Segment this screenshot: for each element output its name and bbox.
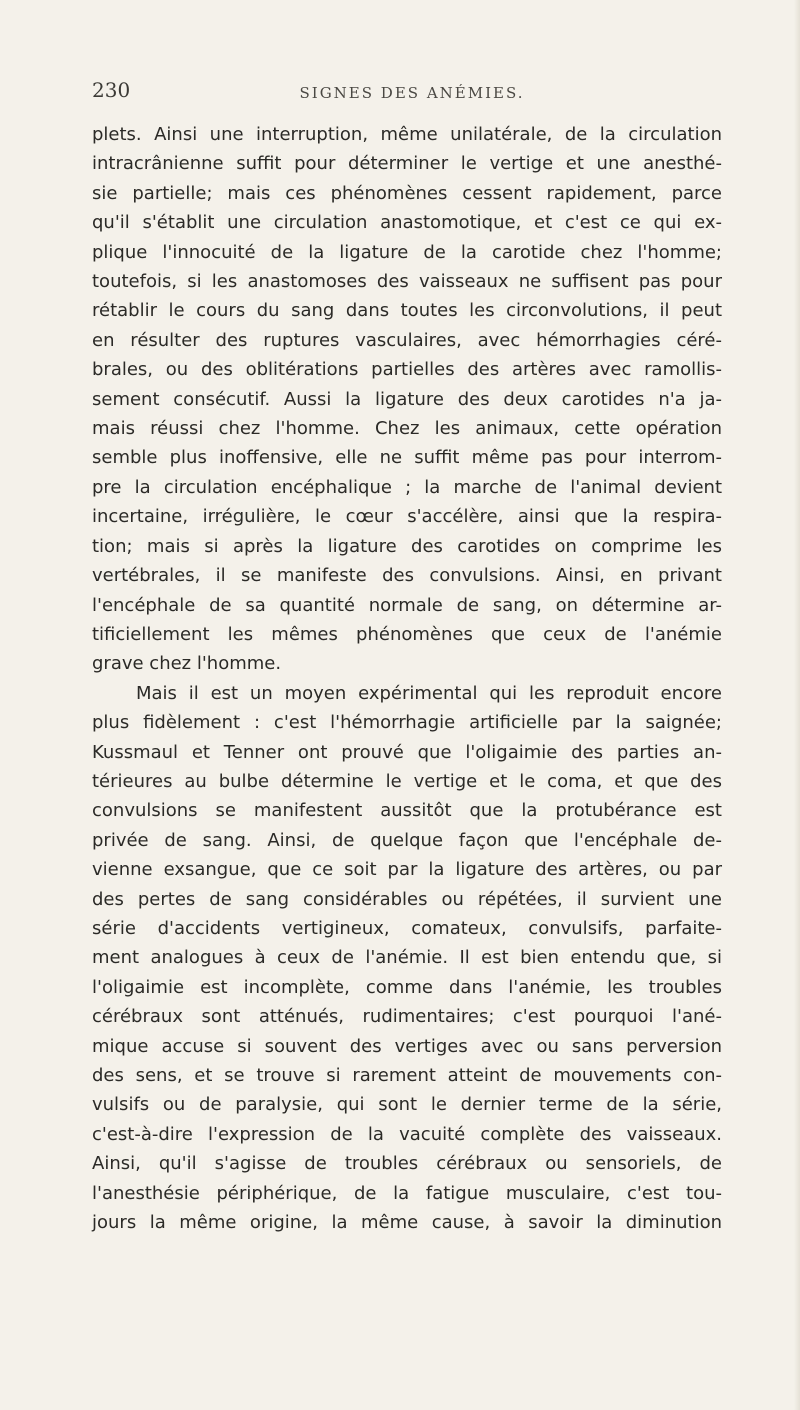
text-line: des pertes de sang considérables ou répétées, il survient une (92, 888, 722, 910)
text-line: c'est-à-dire l'expression de la vacuité complète des vaisseaux. (92, 1123, 722, 1145)
text-line: mique accuse si souvent des vertiges avec ou sans perversion (92, 1035, 722, 1057)
text-line: en résulter des ruptures vasculaires, avec hémorrhagies céré- (92, 329, 722, 351)
text-line: grave chez l'homme. (92, 653, 282, 675)
text-line: semble plus inoffensive, elle ne suffit même pas pour interrom- (92, 447, 722, 469)
text-line: l'oligaimie est incomplète, comme dans l'anémie, les troubles (92, 976, 722, 998)
text-line: toutefois, si les anastomoses des vaisseaux ne suffisent pas pour (92, 271, 722, 293)
text-line: intracrânienne suffit pour déterminer le vertige et une anesthé- (92, 153, 722, 175)
text-line: Ainsi, qu'il s'agisse de troubles cérébraux ou sensoriels, de (92, 1153, 722, 1175)
text-line: ment analogues à ceux de l'anémie. Il est bien entendu que, si (92, 947, 722, 969)
text-line: incertaine, irrégulière, le cœur s'accélère, ainsi que la respira- (92, 506, 722, 528)
text-line: térieures au bulbe détermine le vertige et le coma, et que des (92, 770, 722, 792)
text-line: tificiellement les mêmes phénomènes que ceux de l'anémie (92, 623, 722, 645)
text-line: plique l'innocuité de la ligature de la carotide chez l'homme; (92, 241, 722, 263)
text-line: cérébraux sont atténués, rudimentaires; c'est pourquoi l'ané- (92, 1006, 722, 1028)
text-line: privée de sang. Ainsi, de quelque façon que l'encéphale de- (92, 829, 722, 851)
text-line: l'anesthésie périphérique, de la fatigue musculaire, c'est tou- (92, 1182, 722, 1204)
text-line: qu'il s'établit une circulation anastomotique, et c'est ce qui ex- (92, 212, 722, 234)
text-line: convulsions se manifestent aussitôt que la protubérance est (92, 800, 722, 822)
text-line: tion; mais si après la ligature des carotides on comprime les (92, 535, 722, 557)
text-line: série d'accidents vertigineux, comateux, convulsifs, parfaite- (92, 917, 722, 939)
text-line: brales, ou des oblitérations partielles des artères avec ramollis- (92, 359, 722, 381)
body-text (92, 120, 722, 1237)
text-line: l'encéphale de sa quantité normale de sang, on détermine ar- (92, 594, 722, 616)
text-line: plus fidèlement : c'est l'hémorrhagie artificielle par la saignée; (92, 712, 722, 734)
text-line: mais réussi chez l'homme. Chez les animaux, cette opération (92, 418, 722, 440)
text-line: rétablir le cours du sang dans toutes les circonvolutions, il peut (92, 300, 722, 322)
text-line: vulsifs ou de paralysie, qui sont le dernier terme de la série, (92, 1094, 722, 1116)
text-line: vertébrales, il se manifeste des convulsions. Ainsi, en privant (92, 565, 722, 587)
text-line: sement consécutif. Aussi la ligature des deux carotides n'a ja- (92, 388, 722, 410)
text-line: jours la même origine, la même cause, à savoir la diminution (92, 1212, 722, 1234)
page-header (92, 78, 732, 110)
text-line: pre la circulation encéphalique ; la marche de l'animal devient (92, 476, 722, 498)
text-line: Mais il est un moyen expérimental qui les reproduit encore (136, 682, 722, 704)
text-line: sie partielle; mais ces phénomènes cessent rapidement, parce (92, 182, 722, 204)
text-line: Kussmaul et Tenner ont prouvé que l'oligaimie des parties an- (92, 741, 722, 763)
running-title: SIGNES DES ANÉMIES. (299, 84, 525, 102)
text-line: plets. Ainsi une interruption, même unilatérale, de la circulation (92, 124, 722, 145)
text-line: vienne exsangue, que ce soit par la ligature des artères, ou par (92, 859, 722, 881)
text-line: des sens, et se trouve si rarement atteint de mouvements con- (92, 1065, 722, 1086)
scan-edge-shadow (794, 0, 800, 1410)
page-number: 230 (92, 78, 131, 102)
